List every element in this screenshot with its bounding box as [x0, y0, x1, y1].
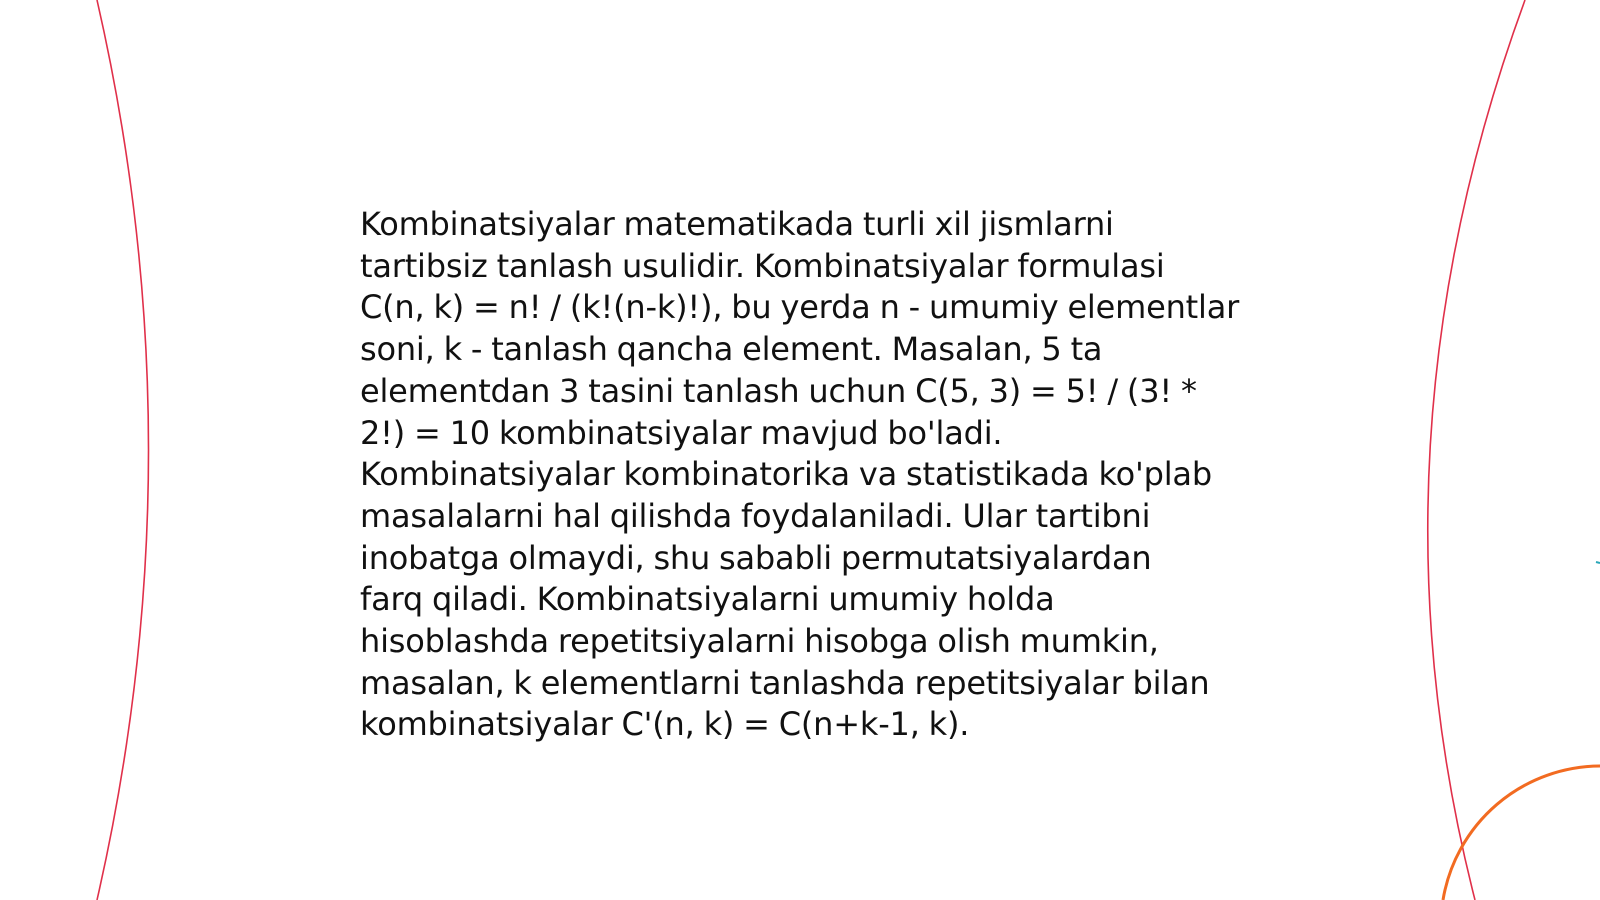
- text-line: Kombinatsiyalar matematikada turli xil jismlarni: [360, 205, 1114, 243]
- text-line: farq qiladi. Kombinatsiyalarni umumiy holda: [360, 580, 1055, 619]
- text-line: elementdan 3 tasini tanlash uchun C(5, 3) = 5! / (3! *: [360, 371, 1197, 410]
- right-curve: [1428, 0, 1525, 900]
- text-line: inobatga olmaydi, shu sababli permutatsiyalardan: [360, 538, 1152, 577]
- text-line: Kombinatsiyalar kombinatorika va statistikada ko'plab: [360, 455, 1212, 494]
- text-line: C(n, k) = n! / (k!(n-k)!), bu yerda n - umumiy elementlar: [360, 288, 1240, 327]
- body-text: [360, 204, 1260, 746]
- orange-arc: [1443, 766, 1600, 900]
- text-line: masalan, k elementlarni tanlashda repetitsiyalar bilan: [360, 663, 1210, 702]
- text-line: hisoblashda repetitsiyalarni hisobga olish mumkin,: [360, 622, 1159, 661]
- text-line: masalalarni hal qilishda foydalaniladi. Ular tartibni: [360, 496, 1151, 535]
- teal-accent: [1596, 562, 1600, 563]
- text-line: 2!) = 10 kombinatsiyalar mavjud bo'ladi.: [360, 413, 1003, 452]
- left-curve: [97, 0, 149, 900]
- text-line: soni, k - tanlash qancha element. Masalan, 5 ta: [360, 330, 1103, 369]
- text-line: kombinatsiyalar C'(n, k) = C(n+k-1, k).: [360, 705, 970, 744]
- text-line: tartibsiz tanlash usulidir. Kombinatsiyalar formulasi: [360, 246, 1165, 285]
